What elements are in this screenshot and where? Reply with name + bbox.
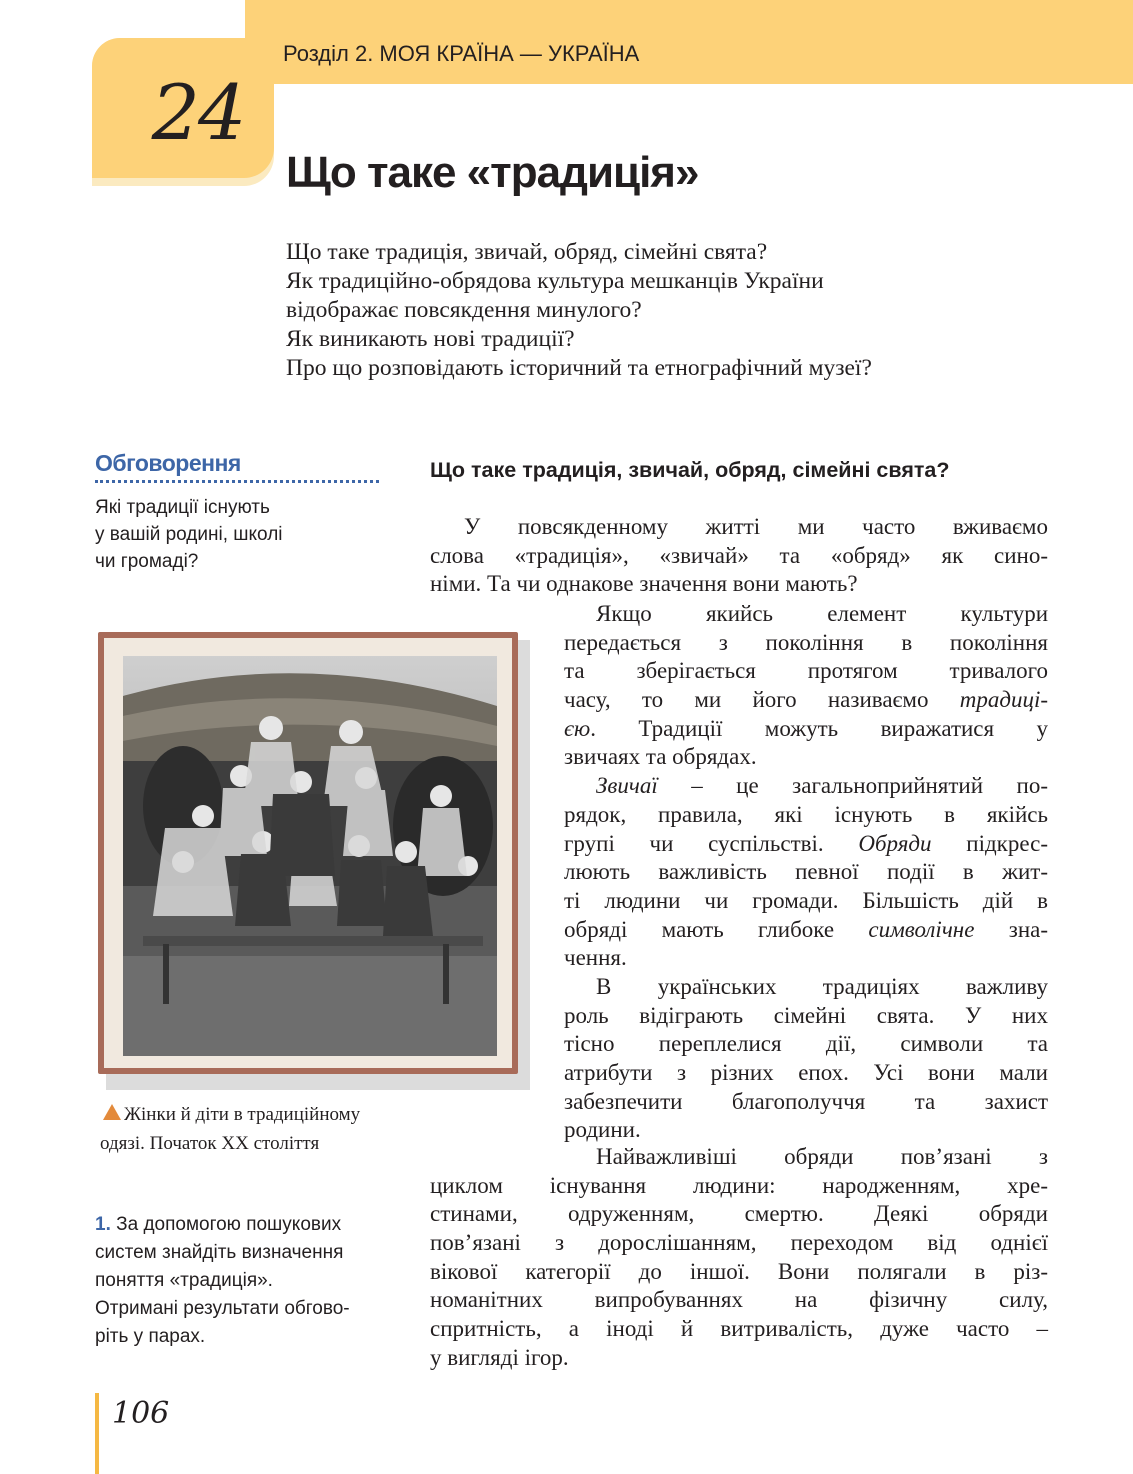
discussion-text [95,494,355,575]
italic-term: символічне [868,916,975,942]
text-line: У повсякденному житті ми часто вживаємо [464,514,1048,539]
task-line: Отримані результати обгово- [95,1298,350,1319]
discussion-line: у вашій родині, школі [95,524,283,545]
text-line: циклом існування людини: народженням, хре- [430,1172,1048,1198]
paragraph-1 [430,513,1048,599]
intro-question: відображає повсякдення минулого? [286,297,642,323]
text-line [564,715,1048,744]
text-line: родини. [564,1117,641,1143]
italic-term: традиці- [959,687,1048,713]
text-line: слова «традиція», «звичай» та «обряд» як сино- [430,542,1048,568]
text-line: Якщо якийсь елемент культури [596,601,1048,626]
page-margin-bar [95,1393,99,1474]
text-line: стинами, одруженням, смертю. Деякі обряди [430,1201,1048,1227]
italic-term: Обряди [858,830,932,856]
caption-line: Жінки й діти в традиційному [124,1104,361,1125]
text-line: забезпечити благополуччя та захист [564,1088,1048,1114]
text-line: роль відіграють сімейні свята. У них [564,1002,1048,1028]
page-number: 106 [112,1396,170,1431]
text-line [564,916,1048,945]
text-line: звичаях та обрядах. [564,744,757,770]
caption-line: одязі. Початок XX століття [100,1133,320,1154]
paragraph-5 [430,1143,1048,1373]
text-line: Найважливіші обряди пов’язані з [596,1144,1048,1169]
text-line: атрибути з різних епох. Усі вони мали [564,1060,1048,1085]
intro-questions [286,238,1086,383]
lesson-number: 24 [151,68,245,157]
text-run: підкрес- [931,830,1048,856]
task-line [95,1211,405,1239]
task-text: За допомогою пошукових [110,1214,342,1235]
family-photo-illustration [123,656,497,1056]
text-line [564,686,1048,715]
text-line: ті людини чи громади. Більшість дій в [564,887,1048,913]
caption-triangle-icon [103,1104,121,1120]
intro-question: Що таке традиція, звичай, обряд, сімейні свята? [286,239,768,265]
family-photo [123,656,497,1056]
italic-term: Звичаї [596,773,658,799]
text-run: зна- [974,916,1048,942]
task-line: поняття «традиція». [95,1270,273,1291]
task-1 [95,1211,405,1351]
discussion-heading: Обговорення [95,450,241,476]
intro-question: Як традиційно-обрядова культура мешканців України [286,268,824,294]
text-run: часу, то ми його називаємо [564,687,960,713]
text-line: німи. Та чи однакове значення вони мають? [430,571,858,597]
text-run: обряді мають глибоке [564,916,869,942]
intro-question: Про що розповідають історичний та етнографічний музеї? [286,355,872,381]
task-number: 1. [95,1214,111,1235]
text-run: групі чи суспільстві. [564,830,859,856]
text-line: вікової категорії до іншої. Вони полягали в різ- [430,1258,1048,1284]
text-line: передається з покоління в покоління [564,629,1048,655]
discussion-line: Які традиції існують [95,497,270,518]
text-line: та зберігається протягом тривалого [564,658,1048,684]
page-title: Що таке «традиція» [286,148,699,197]
task-line: ріть у парах. [95,1326,206,1347]
chapter-label: Розділ 2. МОЯ КРАЇНА — УКРАЇНА [283,41,640,66]
text-line: пов’язані з дорослішанням, переходом від однієї [430,1230,1048,1256]
task-line: систем знайдіть визначення [95,1242,344,1263]
discussion-line: чи громаді? [95,551,199,572]
text-line: спритність, а іноді й витривалість, дуже часто – [430,1316,1048,1342]
text-line: люють важливість певної події в жит- [564,859,1048,885]
text-line [564,830,1048,859]
text-line: у вигляді ігор. [430,1344,569,1370]
dotted-divider [95,480,379,483]
text-line [564,772,1048,801]
text-line: В українських традиціях важливу [596,973,1048,999]
photo-caption [100,1100,454,1158]
intro-question: Як виникають нові традиції? [286,326,575,352]
italic-term: єю [564,715,591,741]
section-heading: Що таке традиція, звичай, обряд, сімейні свята? [430,458,950,482]
text-line: чення. [564,945,627,971]
text-line: номанітних випробуваннях на фізичну силу, [430,1287,1048,1313]
text-run: . Традиції можуть виражатися у [590,715,1048,741]
text-line: рядок, правила, які існують в якійсь [564,801,1048,827]
paragraph-2 [564,600,1048,1145]
text-line: тісно переплелися дії, символи та [564,1031,1048,1057]
text-run: – це загальноприйнятий по- [657,773,1048,799]
